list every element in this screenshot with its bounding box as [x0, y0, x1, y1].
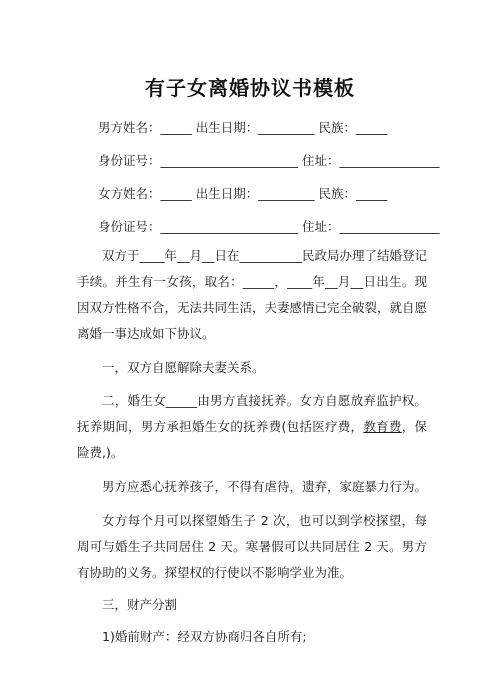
female-name-line: 女方姓名：_____ 出生日期：_________ 民族：_____	[98, 186, 388, 201]
male-name-line: 男方姓名：_____ 出生日期：_________ 民族：_____	[98, 120, 388, 135]
female-id-line: 身份证号：______________________ 住址：________________	[98, 219, 440, 234]
care-paragraph: 男方应悉心抚养孩子，不得有虐待，遗弃，家庭暴力行为。	[102, 479, 428, 494]
clause-2-paragraph	[77, 388, 427, 466]
clause-3-heading: 三，财产分割	[102, 597, 178, 612]
clause-1-paragraph: 一，双方自愿解除夫妻关系。	[102, 360, 265, 375]
intro-paragraph: 双方于____年__月__日在__________民政局办理了结婚登记手续。并生有一女孩，取名：_____，____年__月__日出生。现因双方性格不合，无法共同生活，夫妻感情已完全破裂，就自愿离婚一事达成如下协议。	[77, 248, 428, 341]
visitation-paragraph: 女方每个月可以探望婚生子 2 次，也可以到学校探望，每周可与婚生子共同居住 2 天。寒暑假可以共同居住 2 天。男方有协助的义务。探望权的行使以不影响学业为准。	[77, 513, 427, 580]
clause-3-item-1: 1)婚前财产：经双方协商归各自所有;	[102, 629, 307, 644]
clause-2-underlined-word: 教育费	[363, 419, 402, 434]
document-title: 有子女离婚协议书模板	[145, 76, 355, 100]
clause-2-text-after: ，保险费,)。	[77, 419, 427, 460]
clause-2-text-before: 二，婚生女_____由男方直接抚养。女方自愿放弃监护权。抚养期间，男方承担婚生女的抚养费(包括医疗费，	[77, 393, 427, 434]
male-id-line: 身份证号：______________________ 住址：________________	[98, 153, 440, 168]
